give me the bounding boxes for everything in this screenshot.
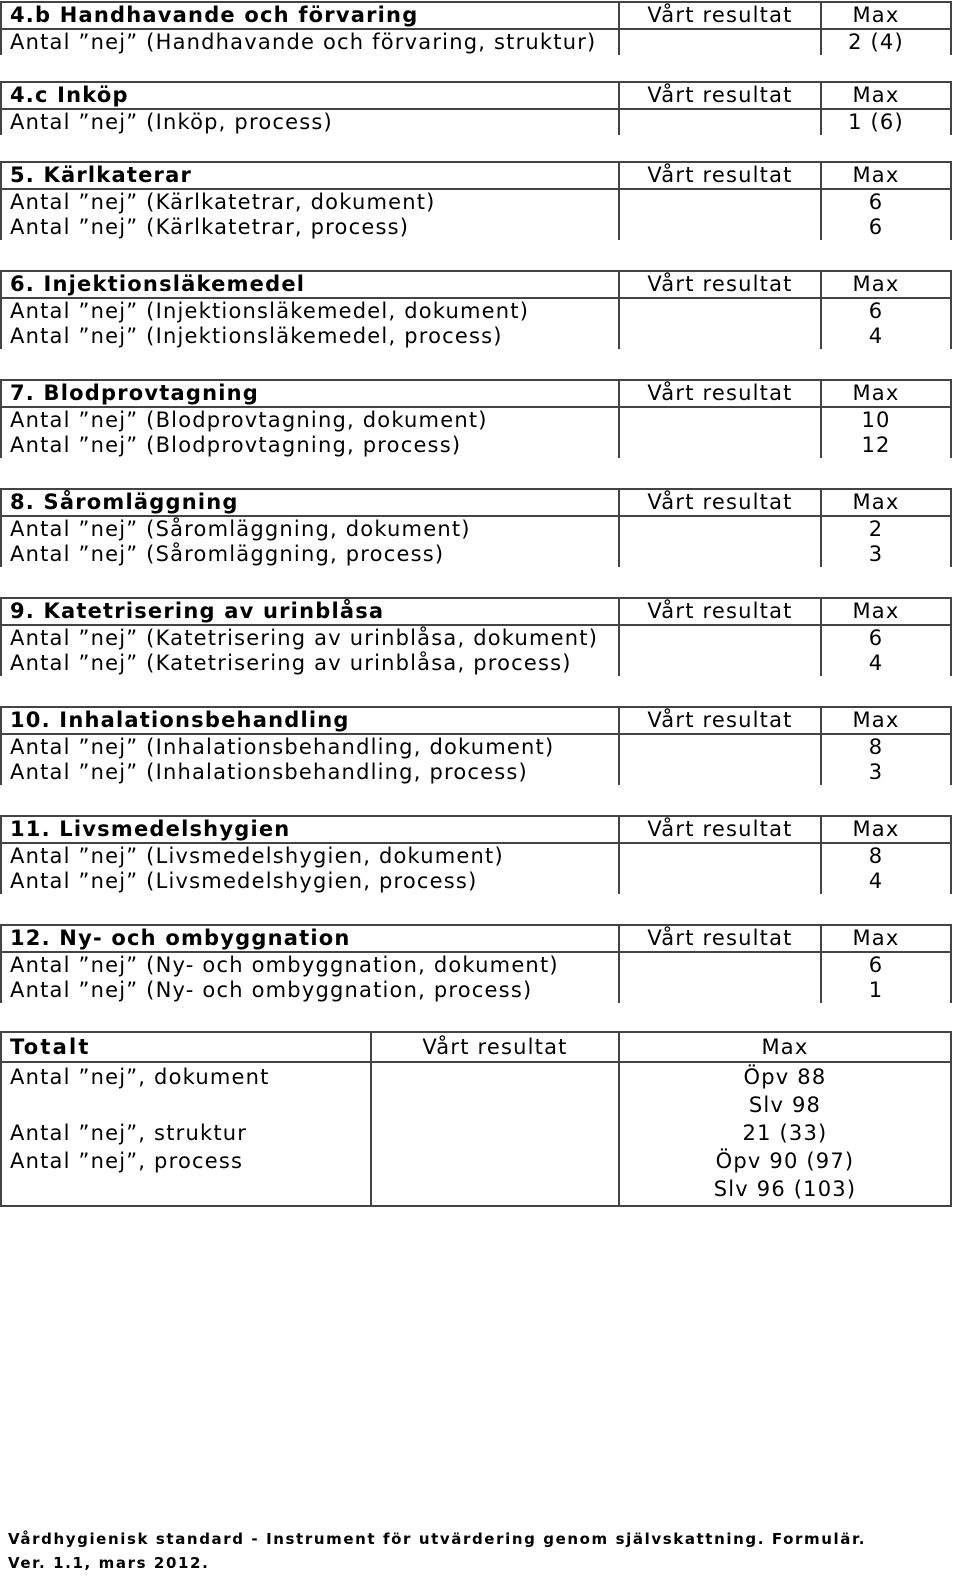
section-title: 9. Katetrisering av urinblåsa	[1, 598, 619, 625]
result-cell[interactable]	[619, 109, 821, 135]
table-row	[1, 651, 951, 676]
max-value: 6	[821, 625, 951, 651]
column-header-result: Vårt resultat	[619, 816, 821, 843]
row-label: Antal ”nej” (Inhalationsbehandling, process)	[1, 760, 619, 785]
max-value: 4	[821, 869, 951, 894]
totals-max-struktur: 21 (33)	[619, 1119, 951, 1147]
result-cell[interactable]	[619, 869, 821, 894]
row-label: Antal ”nej” (Livsmedelshygien, process)	[1, 869, 619, 894]
section-title: 5. Kärlkaterar	[1, 162, 619, 189]
table-row	[1, 760, 951, 785]
totals-max-process	[619, 1147, 951, 1206]
section-table	[0, 488, 952, 567]
row-label: Antal ”nej” (Ny- och ombyggnation, process)	[1, 978, 619, 1003]
totals-result-process[interactable]	[371, 1147, 619, 1206]
section-table	[0, 706, 952, 785]
table-row	[1, 298, 951, 324]
column-header-max: Max	[821, 380, 951, 407]
result-cell[interactable]	[619, 978, 821, 1003]
result-cell[interactable]	[619, 760, 821, 785]
row-label: Antal ”nej” (Inhalationsbehandling, dokument)	[1, 734, 619, 760]
result-cell[interactable]	[619, 189, 821, 215]
max-value: 1	[821, 978, 951, 1003]
column-header-result: Vårt resultat	[619, 489, 821, 516]
max-value: 1 (6)	[821, 109, 951, 135]
table-row	[1, 734, 951, 760]
footer-line-1: Vårdhygienisk standard - Instrument för utvärdering genom självskattning. Formulär.	[8, 1530, 867, 1548]
result-cell[interactable]	[619, 625, 821, 651]
totals-label-dokument: Antal ”nej”, dokument	[1, 1062, 371, 1119]
column-header-result: Vårt resultat	[619, 162, 821, 189]
result-cell[interactable]	[619, 542, 821, 567]
section-title: 4.b Handhavande och förvaring	[1, 2, 619, 29]
column-header-result: Vårt resultat	[619, 598, 821, 625]
column-header-result: Vårt resultat	[619, 2, 821, 29]
table-row	[1, 978, 951, 1003]
section-table	[0, 161, 952, 240]
table-row	[1, 843, 951, 869]
row-label: Antal ”nej” (Ny- och ombyggnation, dokument)	[1, 952, 619, 978]
column-header-max: Max	[821, 598, 951, 625]
result-cell[interactable]	[619, 734, 821, 760]
column-header-result: Vårt resultat	[619, 707, 821, 734]
row-label: Antal ”nej” (Såromläggning, process)	[1, 542, 619, 567]
table-row	[1, 433, 951, 458]
table-row	[1, 215, 951, 240]
section-table	[0, 815, 952, 894]
max-value: 6	[821, 298, 951, 324]
row-label: Antal ”nej” (Katetrisering av urinblåsa, dokument)	[1, 625, 619, 651]
column-header-max: Max	[821, 271, 951, 298]
table-row	[1, 625, 951, 651]
section-table	[0, 924, 952, 1003]
table-row	[1, 109, 951, 135]
section-table	[0, 1, 952, 55]
table-row	[1, 324, 951, 349]
totals-col-result: Vårt resultat	[371, 1032, 619, 1062]
table-row	[1, 407, 951, 433]
table-row	[1, 189, 951, 215]
result-cell[interactable]	[619, 215, 821, 240]
table-row	[1, 516, 951, 542]
column-header-max: Max	[821, 925, 951, 952]
result-cell[interactable]	[619, 651, 821, 676]
row-label: Antal ”nej” (Inköp, process)	[1, 109, 619, 135]
max-value: 3	[821, 542, 951, 567]
max-value: 12	[821, 433, 951, 458]
row-label: Antal ”nej” (Blodprovtagning, dokument)	[1, 407, 619, 433]
row-label: Antal ”nej” (Kärlkatetrar, process)	[1, 215, 619, 240]
totals-max-dokument	[619, 1062, 951, 1119]
column-header-max: Max	[821, 2, 951, 29]
totals-max-process-slv: Slv 96 (103)	[713, 1177, 857, 1201]
max-value: 6	[821, 189, 951, 215]
section-title: 4.c Inköp	[1, 82, 619, 109]
result-cell[interactable]	[619, 407, 821, 433]
section-title: 6. Injektionsläkemedel	[1, 271, 619, 298]
totals-max-dokument-slv: Slv 98	[748, 1093, 822, 1117]
section-title: 11. Livsmedelshygien	[1, 816, 619, 843]
column-header-result: Vårt resultat	[619, 380, 821, 407]
max-value: 6	[821, 215, 951, 240]
footer-line-2: Ver. 1.1, mars 2012.	[8, 1554, 210, 1572]
column-header-max: Max	[821, 489, 951, 516]
result-cell[interactable]	[619, 952, 821, 978]
result-cell[interactable]	[619, 516, 821, 542]
column-header-max: Max	[821, 707, 951, 734]
row-label: Antal ”nej” (Injektionsläkemedel, dokument)	[1, 298, 619, 324]
totals-label-process: Antal ”nej”, process	[1, 1147, 371, 1206]
row-label: Antal ”nej” (Handhavande och förvaring, struktur)	[1, 29, 619, 55]
result-cell[interactable]	[619, 324, 821, 349]
table-row	[1, 542, 951, 567]
section-title: 7. Blodprovtagning	[1, 380, 619, 407]
totals-result-dokument[interactable]	[371, 1062, 619, 1119]
totals-table	[0, 1031, 952, 1207]
totals-title: Totalt	[1, 1032, 371, 1062]
max-value: 10	[821, 407, 951, 433]
row-label: Antal ”nej” (Injektionsläkemedel, process)	[1, 324, 619, 349]
section-title: 12. Ny- och ombyggnation	[1, 925, 619, 952]
row-label: Antal ”nej” (Katetrisering av urinblåsa, process)	[1, 651, 619, 676]
column-header-max: Max	[821, 162, 951, 189]
section-table	[0, 379, 952, 458]
row-label: Antal ”nej” (Kärlkatetrar, dokument)	[1, 189, 619, 215]
row-label: Antal ”nej” (Livsmedelshygien, dokument)	[1, 843, 619, 869]
column-header-result: Vårt resultat	[619, 271, 821, 298]
section-title: 10. Inhalationsbehandling	[1, 707, 619, 734]
table-row	[1, 869, 951, 894]
row-label: Antal ”nej” (Såromläggning, dokument)	[1, 516, 619, 542]
totals-max-process-opv: Öpv 90 (97)	[715, 1149, 855, 1173]
max-value: 4	[821, 324, 951, 349]
totals-col-max: Max	[619, 1032, 951, 1062]
row-label: Antal ”nej” (Blodprovtagning, process)	[1, 433, 619, 458]
section-table	[0, 270, 952, 349]
totals-result-struktur[interactable]	[371, 1119, 619, 1147]
column-header-result: Vårt resultat	[619, 925, 821, 952]
result-cell[interactable]	[619, 843, 821, 869]
table-row	[1, 952, 951, 978]
result-cell[interactable]	[619, 298, 821, 324]
column-header-result: Vårt resultat	[619, 82, 821, 109]
result-cell[interactable]	[619, 29, 821, 55]
section-table	[0, 597, 952, 676]
max-value: 2	[821, 516, 951, 542]
totals-label-struktur: Antal ”nej”, struktur	[1, 1119, 371, 1147]
result-cell[interactable]	[619, 433, 821, 458]
section-table	[0, 81, 952, 135]
max-value: 2 (4)	[821, 29, 951, 55]
max-value: 8	[821, 734, 951, 760]
section-title: 8. Såromläggning	[1, 489, 619, 516]
max-value: 8	[821, 843, 951, 869]
max-value: 6	[821, 952, 951, 978]
table-row	[1, 29, 951, 55]
max-value: 4	[821, 651, 951, 676]
totals-max-dokument-opv: Öpv 88	[743, 1065, 827, 1089]
page-footer	[8, 1527, 866, 1575]
column-header-max: Max	[821, 82, 951, 109]
column-header-max: Max	[821, 816, 951, 843]
max-value: 3	[821, 760, 951, 785]
